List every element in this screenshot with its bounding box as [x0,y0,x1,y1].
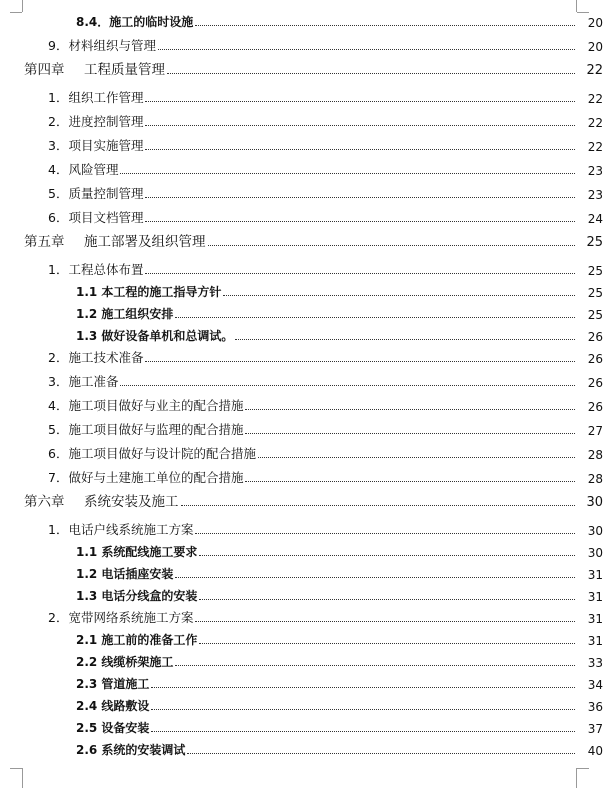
dot-leader [199,643,575,644]
toc-entry-label: 8.4．施工的临时设施 [76,15,194,29]
dot-leader [120,385,575,386]
chapter-number: 第六章 [24,494,65,510]
toc-entry-label: 6．项目文档管理 [48,210,144,225]
page-number: 31 [587,612,603,626]
toc-entry-section[interactable] [0,110,603,130]
page-number: 22 [587,140,603,154]
toc-entry-section[interactable] [0,134,603,154]
dot-leader [245,481,575,482]
dot-leader [158,49,575,50]
toc-entry-chapter[interactable] [0,230,603,250]
dot-leader [199,555,575,556]
page-number: 37 [587,722,603,736]
toc-entry-section[interactable] [0,442,603,462]
toc-entry-section[interactable] [0,394,603,414]
toc-entry-label: 1.3 电话分线盒的安装 [76,589,198,603]
toc-entry-label [0,230,206,250]
toc-entry-label: 1.3 做好设备单机和总调试。 [76,329,234,343]
dot-leader [145,125,575,126]
page-number: 25 [587,264,603,278]
dot-leader [120,173,575,174]
page-number: 30 [586,495,603,510]
dot-leader [245,409,575,410]
page-number: 30 [587,524,603,538]
dot-leader [175,665,575,666]
page-number: 25 [587,308,603,322]
dot-leader [258,457,575,458]
toc-entry-label: 2.6 系统的安装调试 [76,743,186,757]
toc-entry-sub[interactable] [0,628,603,648]
toc-entry-section[interactable] [0,206,603,226]
dot-leader [145,197,575,198]
toc-entry-sub[interactable] [0,302,603,322]
toc-entry-sub[interactable] [0,672,603,692]
toc-entry-label: 2．宽带网络系统施工方案 [48,610,194,625]
toc-entry-label: 7．做好与土建施工单位的配合措施 [48,470,244,485]
toc-entry-label: 1.1 本工程的施工指导方针 [76,285,222,299]
toc-entry-sub[interactable] [0,716,603,736]
toc-entry-chapter[interactable] [0,58,603,78]
toc-entry-label: 2.5 设备安装 [76,721,150,735]
chapter-number: 第五章 [24,234,65,250]
toc-entry-sub[interactable] [0,280,603,300]
toc-entry-label [0,490,179,510]
toc-entry-label: 3．施工准备 [48,374,119,389]
dot-leader [187,753,575,754]
page-number: 34 [587,678,603,692]
page-number: 31 [587,590,603,604]
dot-leader [175,317,575,318]
page-number: 25 [587,286,603,300]
page-number: 22 [586,63,603,78]
crop-mark-bottom-right [576,768,577,788]
toc-entry-label: 4．风险管理 [48,162,119,177]
toc-entry-section[interactable] [0,86,603,106]
dot-leader [235,339,575,340]
toc-entry-label: 3．项目实施管理 [48,138,144,153]
chapter-number: 第四章 [24,62,65,78]
crop-mark-bottom-left [22,768,23,788]
page-number: 40 [587,744,603,758]
dot-leader [145,101,575,102]
toc-entry-section[interactable] [0,182,603,202]
toc-entry-label: 1.1 系统配线施工要求 [76,545,198,559]
crop-mark-bottom-left-h [10,768,22,769]
toc-entry-section[interactable] [0,466,603,486]
dot-leader [167,73,575,74]
page-number: 31 [587,634,603,648]
toc-entry-label: 6．施工项目做好与设计院的配合措施 [48,446,256,461]
toc-entry-sub[interactable] [0,694,603,714]
toc-entry-label: 1．工程总体布置 [48,262,144,277]
toc-entry-label: 1．组织工作管理 [48,90,144,105]
page-number: 31 [587,568,603,582]
toc-entry-section[interactable] [0,606,603,626]
dot-leader [195,533,575,534]
toc-entry-sub[interactable] [0,584,603,604]
toc-entry-section[interactable] [0,34,603,54]
toc-entry-label: 1.2 电话插座安装 [76,567,174,581]
toc-entry-section[interactable] [0,158,603,178]
dot-leader [151,709,575,710]
toc-entry-label: 4．施工项目做好与业主的配合措施 [48,398,244,413]
page-number: 26 [587,376,603,390]
toc-entry-sub[interactable] [0,738,603,758]
toc-entry-label: 5．质量控制管理 [48,186,144,201]
page-number: 20 [587,16,603,30]
toc-entry-label: 2.2 线缆桥架施工 [76,655,174,669]
toc-entry-label: 2．进度控制管理 [48,114,144,129]
page-number: 36 [587,700,603,714]
toc-entry-section[interactable] [0,518,603,538]
dot-leader [145,273,575,274]
page-number: 22 [587,116,603,130]
dot-leader [195,621,575,622]
dot-leader [199,599,575,600]
toc-entry-label: 9．材料组织与管理 [48,38,156,53]
page-number: 23 [587,188,603,202]
dot-leader [181,505,576,506]
page-number: 33 [587,656,603,670]
toc-entry-sub[interactable] [0,562,603,582]
dot-leader [145,221,575,222]
toc-entry-sub[interactable] [0,540,603,560]
toc-entry-sub[interactable] [0,324,603,344]
toc-entry-label: 1．电话户线系统施工方案 [48,522,194,537]
toc-entry-section[interactable] [0,258,603,278]
page-number: 28 [587,448,603,462]
dot-leader [223,295,575,296]
toc-entry-sub[interactable] [0,10,603,30]
dot-leader [208,245,576,246]
toc-entry-section[interactable] [0,370,603,390]
toc-entry-label: 5．施工项目做好与监理的配合措施 [48,422,244,437]
toc-entry-label: 2.1 施工前的准备工作 [76,633,198,647]
toc-entry-label [0,58,165,78]
page-number: 23 [587,164,603,178]
dot-leader [151,731,575,732]
page-number: 22 [587,92,603,106]
page-number: 25 [586,235,603,250]
page-number: 28 [587,472,603,486]
toc-entry-section[interactable] [0,346,603,366]
dot-leader [175,577,575,578]
toc-entry-sub[interactable] [0,650,603,670]
dot-leader [145,361,575,362]
dot-leader [195,25,575,26]
page-number: 30 [587,546,603,560]
page-number: 27 [587,424,603,438]
toc-entry-label: 2.4 线路敷设 [76,699,150,713]
toc-entry-label: 2．施工技术准备 [48,350,144,365]
page-number: 26 [587,352,603,366]
chapter-title: 工程质量管理 [84,62,165,78]
page-number: 20 [587,40,603,54]
page-number: 26 [587,400,603,414]
crop-mark-bottom-right-h [577,768,589,769]
dot-leader [145,149,575,150]
chapter-title: 系统安装及施工 [84,494,179,510]
page-number: 24 [587,212,603,226]
page-number: 26 [587,330,603,344]
toc-entry-label: 1.2 施工组织安排 [76,307,174,321]
dot-leader [151,687,575,688]
toc-entry-label: 2.3 管道施工 [76,677,150,691]
chapter-title: 施工部署及组织管理 [84,234,206,250]
toc-entry-section[interactable] [0,418,603,438]
dot-leader [245,433,575,434]
toc-entry-chapter[interactable] [0,490,603,510]
